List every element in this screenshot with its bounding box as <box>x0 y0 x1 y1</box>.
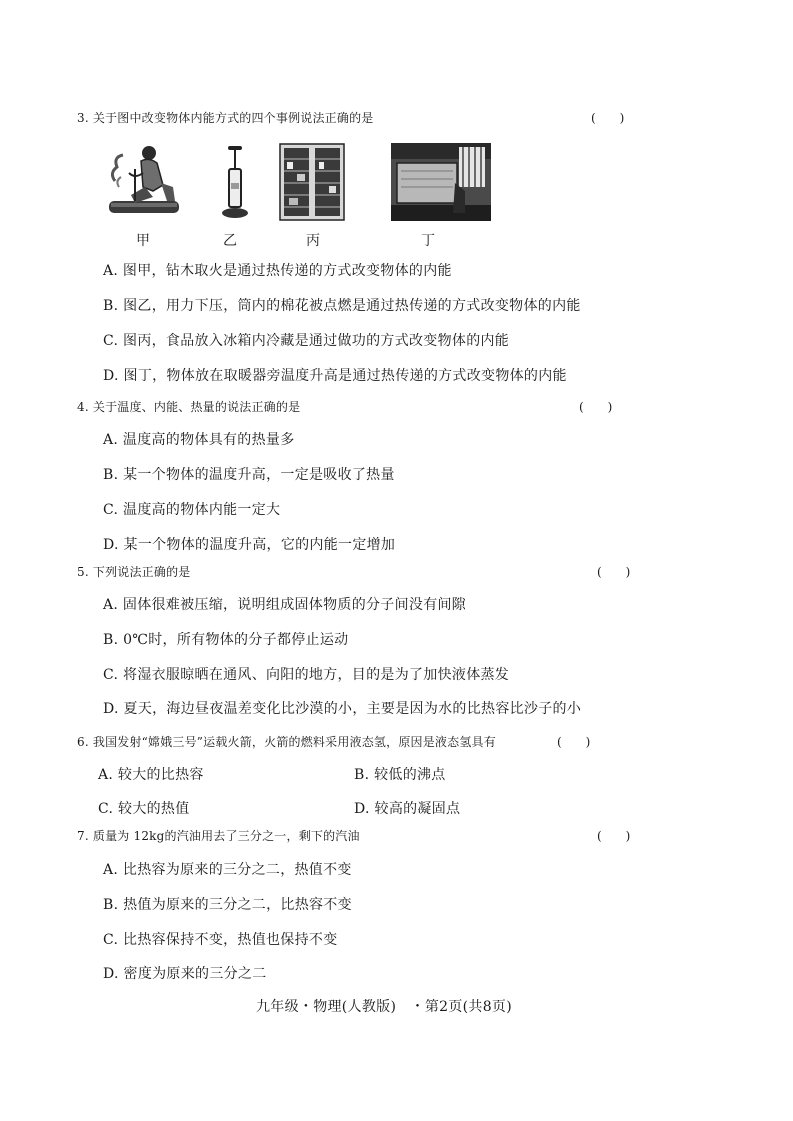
question-7-option-b: B. 热值为原来的三分之二，比热容不变 <box>103 897 352 913</box>
question-5-option-c: C. 将湿衣服晾晒在通风、向阳的地方，目的是为了加快液体蒸发 <box>103 667 510 683</box>
question-3-stem: 3. 关于图中改变物体内能方式的四个事例说法正确的是 <box>77 111 374 125</box>
question-3-option-a: A. 图甲，钻木取火是通过热传递的方式改变物体的内能 <box>103 263 452 279</box>
question-4-answer-bracket: ( ) <box>579 400 613 414</box>
question-4-option-b: B. 某一个物体的温度升高，一定是吸收了热量 <box>103 467 395 483</box>
fire-syringe-icon <box>218 143 252 221</box>
page-footer: 九年级・物理(人教版) ・第2页(共8页) <box>256 999 512 1015</box>
question-4-option-d: D. 某一个物体的温度升高，它的内能一定增加 <box>103 537 396 553</box>
question-7-option-c: C. 比热容保持不变，热值也保持不变 <box>103 932 338 948</box>
question-4-option-c: C. 温度高的物体内能一定大 <box>103 502 281 518</box>
question-5-option-b: B. 0℃时，所有物体的分子都停止运动 <box>103 632 349 648</box>
question-5-option-a: A. 固体很难被压缩，说明组成固体物质的分子间没有间隙 <box>103 597 467 613</box>
figure-label-yi: 乙 <box>223 233 237 249</box>
question-7-stem: 7. 质量为 12kg的汽油用去了三分之一，剩下的汽油 <box>77 829 360 843</box>
question-3-option-b: B. 图乙，用力下压，筒内的棉花被点燃是通过热传递的方式改变物体的内能 <box>103 298 581 314</box>
question-6-answer-bracket: ( ) <box>557 735 591 749</box>
question-6-option-b: B. 较低的沸点 <box>354 767 446 783</box>
question-6-stem: 6. 我国发射“嫦娥三号”运载火箭，火箭的燃料采用液态氢，原因是液态氢具有 <box>77 735 496 749</box>
heater-room-icon <box>391 143 491 221</box>
question-4-option-a: A. 温度高的物体具有的热量多 <box>103 432 295 448</box>
figure-label-ding: 丁 <box>421 233 435 249</box>
refrigerator-icon <box>279 143 345 221</box>
question-5-stem: 5. 下列说法正确的是 <box>77 565 191 579</box>
figure-label-bing: 丙 <box>306 233 320 249</box>
man-drilling-wood-fire-icon <box>105 143 185 221</box>
question-7-option-d: D. 密度为原来的三分之二 <box>103 966 267 982</box>
question-5-option-d: D. 夏天，海边昼夜温差变化比沙漠的小，主要是因为水的比热容比沙子的小 <box>103 701 582 717</box>
question-5-answer-bracket: ( ) <box>597 565 631 579</box>
question-6-option-d: D. 较高的凝固点 <box>354 801 461 817</box>
figure-label-jia: 甲 <box>136 233 150 249</box>
question-6-option-a: A. 较大的比热容 <box>98 767 204 783</box>
question-4-stem: 4. 关于温度、内能、热量的说法正确的是 <box>77 400 301 414</box>
question-6-option-c: C. 较大的热值 <box>98 801 190 817</box>
question-3-option-d: D. 图丁，物体放在取暖器旁温度升高是通过热传递的方式改变物体的内能 <box>103 368 567 384</box>
question-3-option-c: C. 图丙，食品放入冰箱内冷藏是通过做功的方式改变物体的内能 <box>103 333 510 349</box>
question-7-option-a: A. 比热容为原来的三分之二，热值不变 <box>103 862 352 878</box>
question-3-answer-bracket: ( ) <box>591 111 625 125</box>
question-7-answer-bracket: ( ) <box>597 829 631 843</box>
